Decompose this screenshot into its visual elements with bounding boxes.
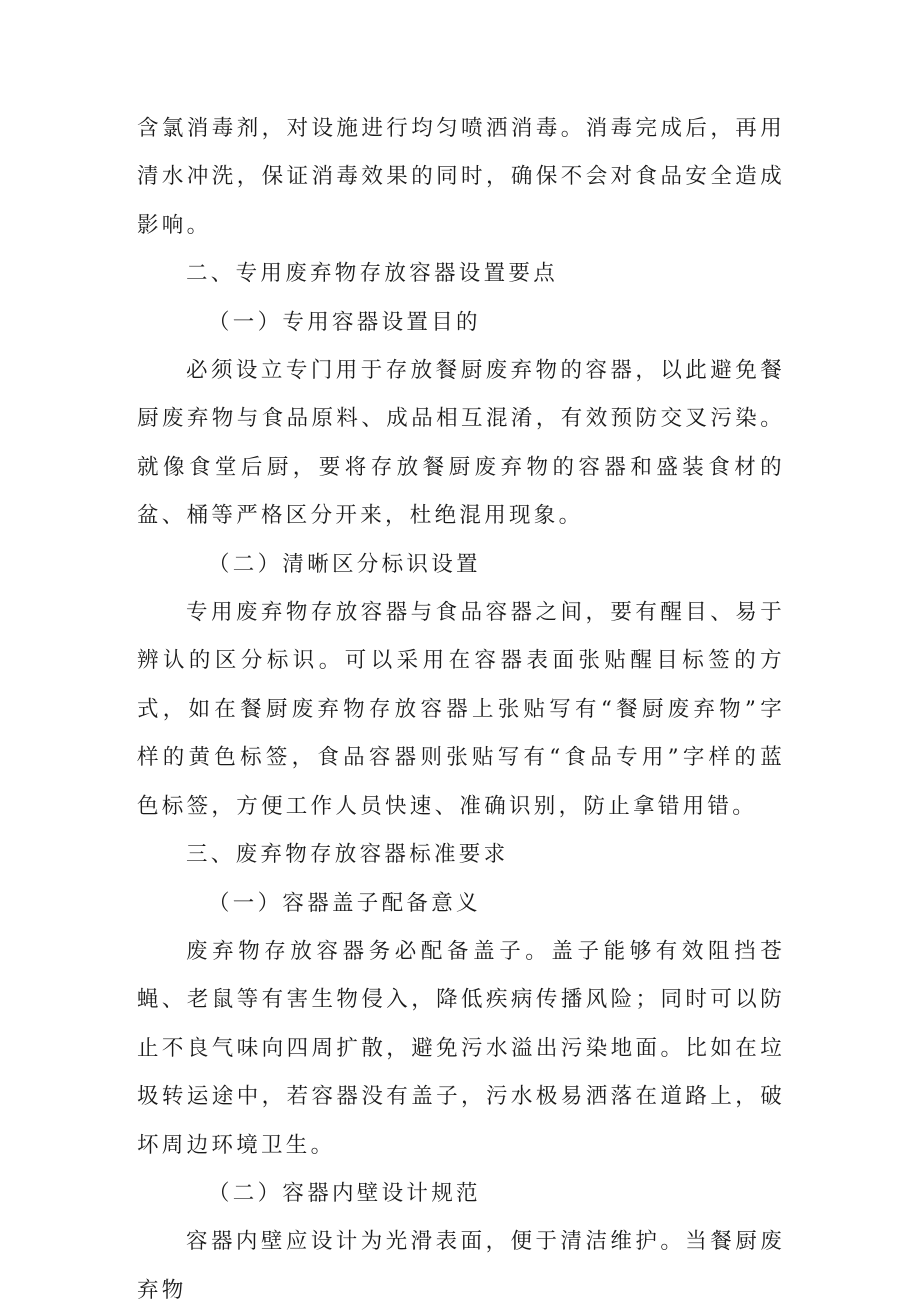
section-heading-2: 二、专用废弃物存放容器设置要点: [186, 261, 559, 287]
document-page: [137, 105, 785, 1315]
paragraph-lids: 废弃物存放容器务必配备盖子。盖子能够有效阻挡苍蝇、老鼠等有害生物侵入，降低疾病传播风险；同时可以防止不良气味向四周扩散，避免污水溢出污染地面。比如在垃圾转运途中，若容器没有盖子，污水极易洒落在道路上，破坏周边环境卫生。: [137, 938, 785, 1158]
paragraph-container-purpose: 必须设立专门用于存放餐厨废弃物的容器，以此避免餐厨废弃物与食品原料、成品相互混淆，有效预防交叉污染。就像食堂后厨，要将存放餐厨废弃物的容器和盛装食材的盆、桶等严格区分开来，杜绝混用现象。: [137, 358, 785, 529]
subheading-2-2: （二）清晰区分标识设置: [208, 551, 481, 577]
subheading-3-2: （二）容器内壁设计规范: [208, 1180, 481, 1206]
paragraph-continuation: 含氯消毒剂，对设施进行均匀喷洒消毒。消毒完成后，再用清水冲洗，保证消毒效果的同时，确保不会对食品安全造成影响。: [137, 116, 785, 238]
paragraph-inner-wall: 容器内壁应设计为光滑表面，便于清洁维护。当餐厨废弃物: [137, 1229, 785, 1303]
subheading-3-1: （一）容器盖子配备意义: [208, 890, 481, 916]
paragraph-labels: 专用废弃物存放容器与食品容器之间，要有醒目、易于辨认的区分标识。可以采用在容器表面张贴醒目标签的方式，如在餐厨废弃物存放容器上张贴写有“餐厨废弃物”字样的黄色标签，食品容器则张贴写有“食品专用”字样的蓝色标签，方便工作人员快速、准确识别，防止拿错用错。: [137, 600, 785, 819]
subheading-2-1: （一）专用容器设置目的: [208, 309, 481, 335]
section-heading-3: 三、废弃物存放容器标准要求: [186, 842, 509, 868]
